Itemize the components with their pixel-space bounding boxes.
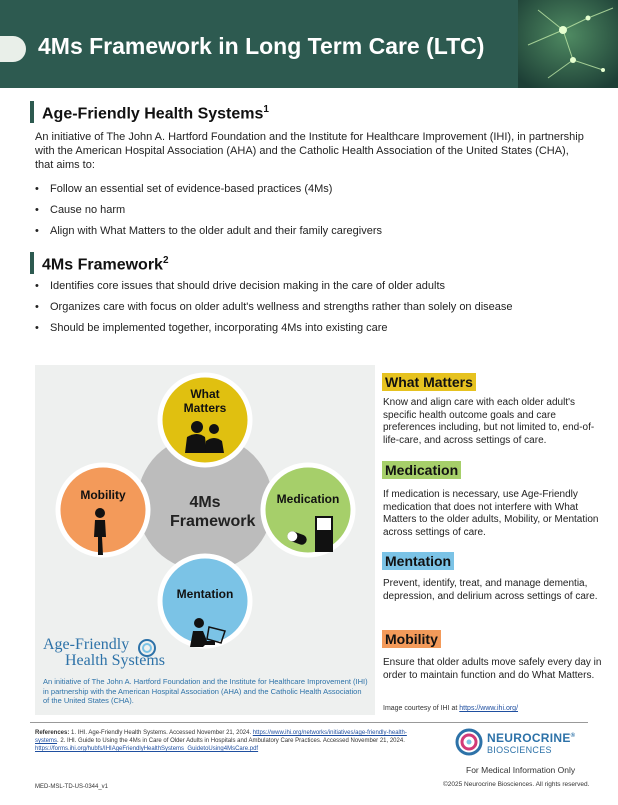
mobility-text: Ensure that older adults move safely every day in order to maintain function and do What Matters. [383,657,602,681]
framework-heading-text: 4Ms Framework [42,256,163,274]
what-matters-text: Know and align care with each older adult's specific health outcome goals and care preferences including, but not limited to, end-of-life-care, and across settings of care. [383,397,595,446]
framework-diagram [35,365,375,715]
afhs-heading-text: Age-Friendly Health Systems [42,105,264,123]
medication-title: Medication [382,461,461,479]
brand-name-text: NEUROCRINE [487,731,571,745]
medication-label: Medication [276,492,340,506]
references: References: 1. IHI. Age-Friendly Health Systems. Accessed November 21, 2024. https://www.ihi.org/networks/initiatives/age-friendly-health-systems. 2. IHI. Guide to Using the 4Ms in Care of Older Adults in Hospitals and Ambulatory Care Practices. Accessed November 21, 2024. https://forms.ihi.org/hubfs/IHIAgeFriendlyHealthSystems_GuidetoUsing4MsCare.pdf [35,730,407,752]
brand-name [487,731,575,745]
center-line2: Framework [170,513,256,530]
afhs-bullet: • Cause no harm [35,203,605,224]
header-accent-pill [0,36,26,62]
afhs-note: An initiative of The John A. Hartford Foundation and the Institute for Healthcare Improvement (IHI) in partnership with the American Hospital Association (AHA) and the Catholic Health Association of the United States (CHA). [43,677,368,705]
afhs-intro: An initiative of The John A. Hartford Foundation and the Institute for Healthcare Improvement (IHI), in partnership with the American Hospital Association (AHA) and the Catholic Health Association of the United States (CHA), that aims to: [35,131,584,171]
mobility-title: Mobility [382,630,441,648]
framework-bullet: • Should be implemented together, incorporating 4Ms into existing care [35,321,605,342]
image-credit-link[interactable]: https://www.ihi.org/ [459,705,519,712]
what-matters-line2: Matters [183,401,227,415]
reference-1-link[interactable]: https://www.ihi.org/networks/initiatives/age-friendly-health-systems [35,730,407,744]
center-line1: 4Ms [189,494,221,511]
page-title: 4Ms Framework in Long Term Care (LTC) [38,33,485,59]
afhs-bullet: • Follow an essential set of evidence-based practices (4Ms) [35,182,605,203]
center-label [170,493,256,531]
reference-2-link[interactable]: https://forms.ihi.org/hubfs/IHIAgeFriendlyHealthSystems_GuidetoUsing4MsCare.pdf [35,746,259,752]
mentation-circle [160,556,250,646]
what-matters-label [175,387,235,415]
afhs-logo-line1: Age-Friendly [43,636,130,653]
afhs-heading-ref: 1 [263,104,269,115]
framework-bullet: • Identifies core issues that should drive decision making in the care of older adults [35,279,605,300]
neurocrine-logo-icon [455,728,483,756]
medication-text: If medication is necessary, use Age-Friendly medication that does not interfere with What Matters to the older adults, Mobility, or Mentation across settings of care. [383,489,599,538]
header-banner [0,0,618,88]
copyright: ©2025 Neurocrine Biosciences. All rights reserved. [443,781,590,788]
framework-heading-ref: 2 [162,255,169,266]
what-matters-line1: What [190,387,220,401]
framework-heading [30,252,169,274]
mobility-label: Mobility [80,488,126,502]
reference-2-text: 2. IHI. Guide to Using the 4Ms in Care of Older Adults in Hospitals and Ambulatory Care Practices. Accessed November 21, 2024. [60,738,405,744]
brand-reg-mark: ® [570,733,576,739]
framework-bullet: • Organizes care with focus on older adult's wellness and strengths rather than solely on disease [35,300,605,321]
afhs-logo-line2: Health Systems [65,652,165,669]
image-credit [383,705,518,712]
reference-1-text: 1. IHI. Age-Friendly Health Systems. Accessed November 21, 2024. [71,730,252,736]
afhs-logo [43,637,165,669]
afhs-bullet: • Align with What Matters to the older adult and their family caregivers [35,224,605,245]
document-id: MED-MSL-TD-US-0344_v1 [35,784,109,790]
brand-subtitle: BIOSCIENCES [487,745,552,755]
mentation-title: Mentation [382,552,454,570]
mentation-text: Prevent, identify, treat, and manage dementia, depression, and delirium across settings of care. [383,578,598,602]
neuron-image [518,0,618,88]
medical-info-note: For Medical Information Only [466,765,576,775]
references-label: References: [35,730,70,736]
afhs-bullet-list [35,182,605,245]
medication-circle [263,465,353,555]
afhs-heading [30,101,269,123]
what-matters-title: What Matters [382,373,476,391]
footer-divider [30,722,588,723]
mentation-label: Mentation [176,587,234,601]
image-credit-text: Image courtesy of IHI at [383,705,458,712]
framework-bullet-list [35,279,605,342]
